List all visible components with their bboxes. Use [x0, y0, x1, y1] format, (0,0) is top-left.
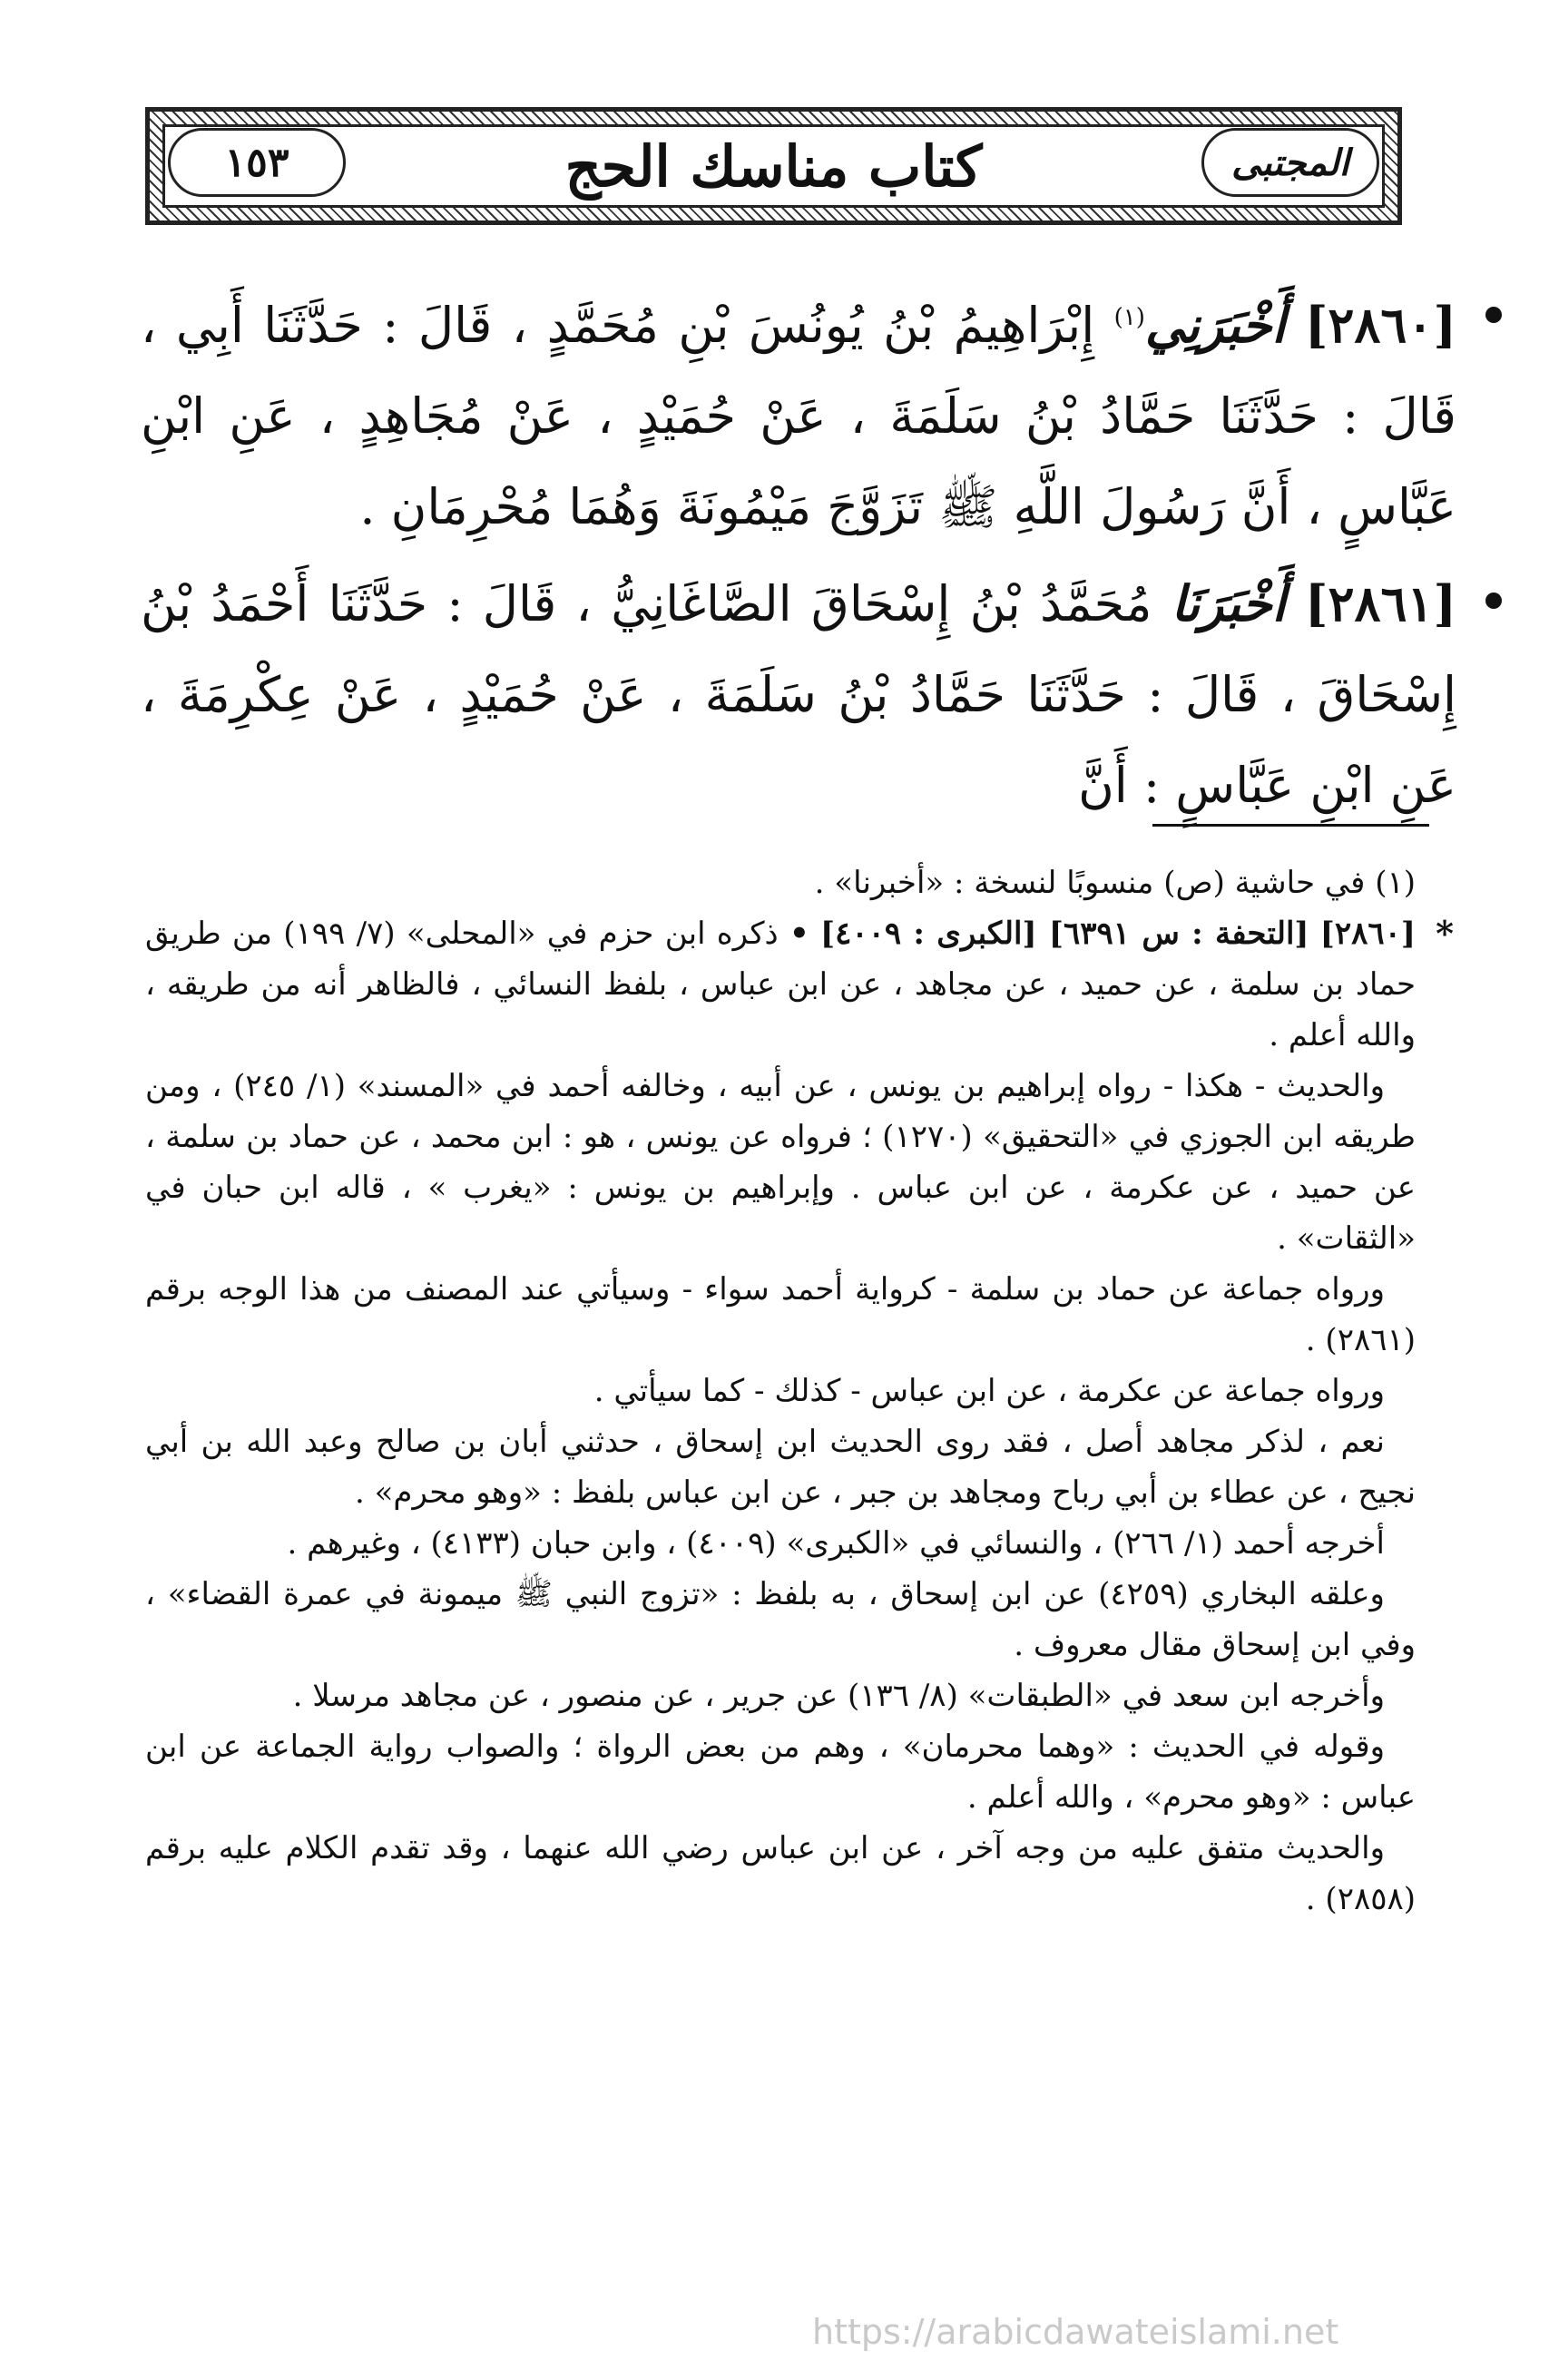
source-bullet: • [789, 916, 809, 952]
note-paragraph: وعلقه البخاري (٤٢٥٩) عن ابن إسحاق ، به بلفظ : «تزوج النبي ﷺ ميمونة في عمرة القضاء» ، وفي ابن إسحاق مقال معروف . [145, 1576, 1416, 1663]
source-text: ذكره ابن حزم في «المحلى» (٧/ ١٩٩) من طريق حماد بن سلمة ، عن حميد ، عن مجاهد ، عن ابن عباس ، بلفظ النسائي ، فالظاهر أنه من طريقه ، والله أعلم . [145, 916, 1416, 1053]
watermark-url: https://arabicdawateislami.net [812, 2312, 1339, 2352]
source-note [145, 908, 1454, 1061]
star-icon: * [1436, 913, 1454, 954]
source-refs: [التحفة : س ٦٣٩١] [الكبرى : ٤٠٠٩] [819, 916, 1309, 952]
hadith-2861 [141, 558, 1456, 831]
hadith-text: مُحَمَّدُ بْنُ إِسْحَاقَ الصَّاغَانِيُّ ، قَالَ : حَدَّثَنَا أَحْمَدُ بْنُ إِسْحَاقَ ، قَالَ : حَدَّثَنَا حَمَّادُ بْنُ سَلَمَةَ ، عَنْ حُمَيْدٍ ، عَنْ عِكْرِمَةَ ، عَنِ ابْنِ عَبَّاسٍ : أَنَّ [141, 575, 1456, 814]
book-title: كتاب مناسك الحج [564, 132, 983, 200]
note-paragraph: ورواه جماعة عن حماد بن سلمة - كرواية أحمد سواء - وسيأتي عند المصنف من هذا الوجه برقم (٢٨٦١) . [145, 1271, 1416, 1358]
footnote-ref: (١) [1113, 304, 1145, 331]
bullet-icon [1485, 593, 1502, 609]
note-paragraph: وقوله في الحديث : «وهما محرمان» ، وهم من بعض الرواة ؛ والصواب رواية الجماعة عن ابن عباس : «وهو محرم» ، والله أعلم . [145, 1729, 1416, 1816]
hadith-2860 [141, 272, 1456, 553]
note-paragraph: نعم ، لذكر مجاهد أصل ، فقد روى الحديث ابن إسحاق ، حدثني أبان بن صالح وعبد الله بن أبي نجيح ، عن عطاء بن أبي رباح ومجاهد بن جبر ، عن ابن عباس بلفظ : «وهو محرم» . [145, 1424, 1416, 1511]
note-paragraph: وأخرجه ابن سعد في «الطبقات» (٨/ ١٣٦) عن جرير ، عن منصور ، عن مجاهد مرسلا . [292, 1678, 1385, 1714]
hadith-opener: أَخْبَرَنَا [1171, 574, 1286, 632]
bullet-icon [1485, 307, 1502, 323]
hadith-number: [٢٨٦١] [1304, 574, 1457, 632]
footnote-1: (١) في حاشية (ص) منسوبًا لنسخة : «أخبرنا» . [814, 865, 1416, 901]
note-paragraph: أخرجه أحمد (١/ ٢٦٦) ، والنسائي في «الكبرى» (٤٠٠٩) ، وابن حبان (٤١٣٣) ، وغيرهم . [287, 1525, 1385, 1562]
hadith-number: [٢٨٦٠] [1304, 296, 1456, 354]
hadith-text: إِبْرَاهِيمُ بْنُ يُونُسَ بْنِ مُحَمَّدٍ ، قَالَ : حَدَّثَنَا أَبِي ، قَالَ : حَدَّثَنَا حَمَّادُ بْنُ سَلَمَةَ ، عَنْ حُمَيْدٍ ، عَنْ مُجَاهِدٍ ، عَنِ ابْنِ عَبَّاسٍ ، أَنَّ رَسُولَ اللَّهِ ﷺ تَزَوَّجَ مَيْمُونَةَ وَهُمَا مُحْرِمَانِ . [141, 297, 1456, 535]
hadith-opener: أَخْبَرَنِي [1144, 296, 1286, 354]
page-number: ١٥٣ [168, 128, 346, 197]
series-name: المجتبى [1201, 128, 1379, 197]
footnote-divider [1152, 824, 1429, 827]
note-paragraph: والحديث - هكذا - رواه إبراهيم بن يونس ، عن أبيه ، وخالفه أحمد في «المسند» (١/ ٢٤٥) ، ومن طريقه ابن الجوزي في «التحقيق» (١٢٧٠) ؛ فرواه عن يونس ، هو : ابن محمد ، عن حماد بن سلمة ، عن حميد ، عن عكرمة ، عن ابن عباس . وإبراهيم بن يونس : «يغرب » ، قاله ابن حبان في «الثقات» . [145, 1068, 1416, 1257]
note-paragraph: والحديث متفق عليه من وجه آخر ، عن ابن عباس رضي الله عنهما ، وقد تقدم الكلام عليه برقم (٢٨٥٨) . [145, 1830, 1416, 1917]
page-header [145, 107, 1402, 225]
footnotes [145, 857, 1454, 1925]
source-number: [٢٨٦٠] [1319, 916, 1417, 952]
note-paragraph: ورواه جماعة عن عكرمة ، عن ابن عباس - كذلك - كما سيأتي . [593, 1373, 1385, 1409]
main-text [141, 272, 1456, 837]
